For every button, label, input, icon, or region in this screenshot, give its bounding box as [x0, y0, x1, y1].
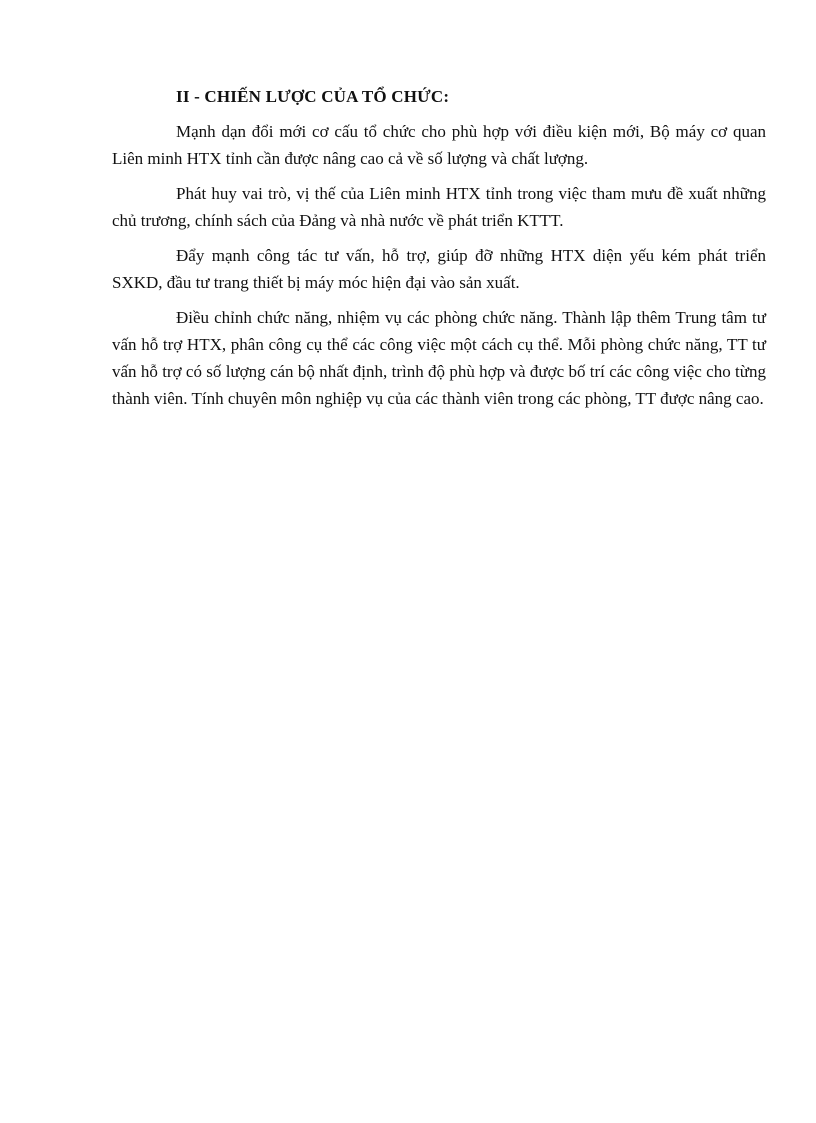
paragraph-4: Điều chỉnh chức năng, nhiệm vụ các phòng chức năng. Thành lập thêm Trung tâm tư vấn hỗ trợ HTX, phân công cụ thể các công việc một cách cụ thể. Mỗi phòng chức năng, TT tư vấn hỗ trợ có số lượng cán bộ nhất định, trình độ phù hợp và được bố trí các công việc cho từng thành viên. Tính chuyên môn nghiệp vụ của các thành viên trong các phòng, TT được nâng cao.: [112, 308, 766, 408]
section-heading: II - CHIẾN LƯỢC CỦA TỔ CHỨC:: [176, 87, 450, 106]
paragraph-2: Phát huy vai trò, vị thế của Liên minh HTX tỉnh trong việc tham mưu đề xuất những chủ trương, chính sách của Đảng và nhà nước về phát triển KTTT.: [112, 184, 766, 230]
paragraph-1: Mạnh dạn đổi mới cơ cấu tổ chức cho phù hợp với điều kiện mới, Bộ máy cơ quan Liên minh HTX tỉnh cần được nâng cao cả về số lượng và chất lượng.: [112, 122, 766, 168]
document-body: [112, 84, 766, 420]
paragraph-3: Đẩy mạnh công tác tư vấn, hỗ trợ, giúp đỡ những HTX diện yếu kém phát triển SXKD, đầu tư trang thiết bị máy móc hiện đại vào sản xuất.: [112, 246, 766, 292]
